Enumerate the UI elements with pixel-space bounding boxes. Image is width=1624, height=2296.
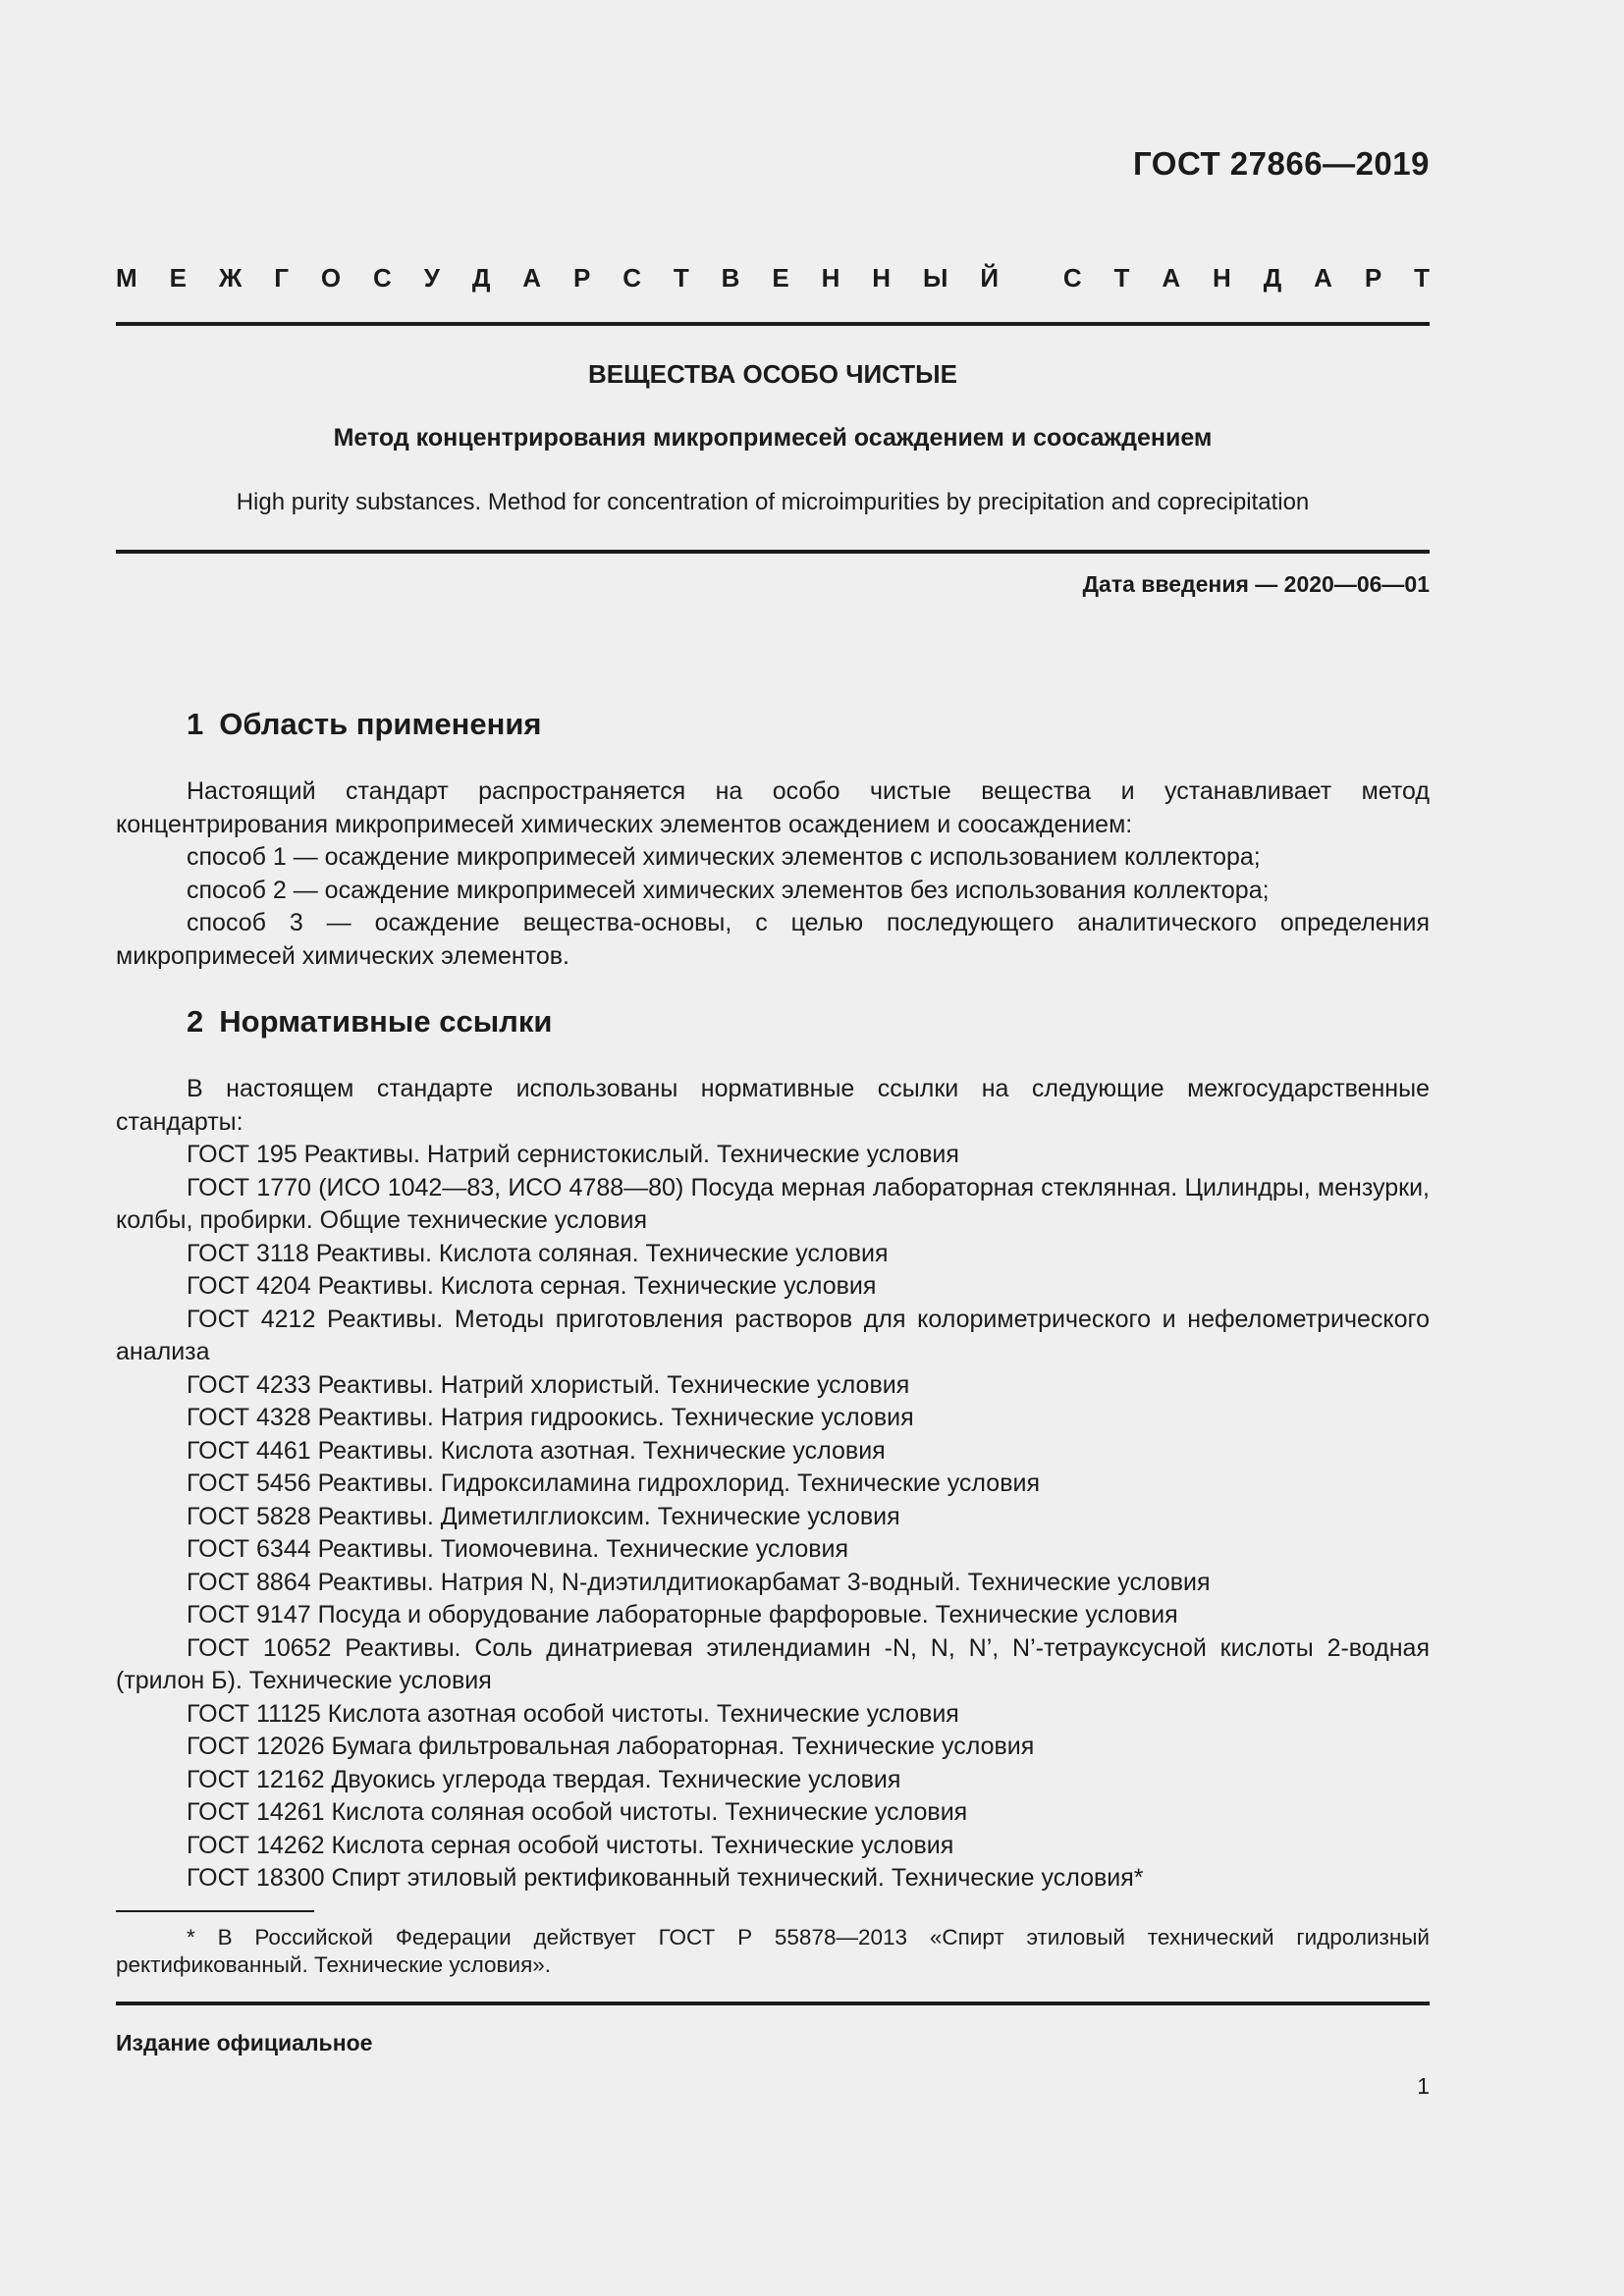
reference-item: ГОСТ 8864 Реактивы. Натрия N, N-диэтилдитиокарбамат 3-водный. Технические условия: [187, 1568, 1211, 1596]
section-2-heading: [187, 1000, 1430, 1043]
document-body: [116, 703, 1430, 1896]
interstate-letter: Ж: [218, 263, 243, 293]
reference-item: ГОСТ 10652 Реактивы. Соль динатриевая этилендиамин -N, N, N’, N’-тетрауксусной кислоты 2-водная (трилон Б). Технические условия: [116, 1633, 1430, 1694]
footer-divider: [116, 2002, 1430, 2005]
reference-item: ГОСТ 4328 Реактивы. Натрия гидроокись. Технические условия: [187, 1404, 914, 1431]
reference-item: ГОСТ 4204 Реактивы. Кислота серная. Технические условия: [187, 1272, 877, 1300]
reference-item: ГОСТ 12162 Двуокись углерода твердая. Технические условия: [187, 1765, 901, 1793]
interstate-letter: Н: [872, 263, 892, 293]
interstate-letter: У: [423, 263, 440, 293]
interstate-letter: Т: [673, 263, 689, 293]
reference-item: ГОСТ 6344 Реактивы. Тиомочевина. Технические условия: [187, 1535, 849, 1563]
title-divider: [116, 550, 1430, 554]
introduction-date: Дата введения — 2020—06—01: [1082, 571, 1430, 597]
doc-number: ГОСТ 27866—2019: [1133, 145, 1430, 182]
reference-item: ГОСТ 195 Реактивы. Натрий сернистокислый. Технические условия: [187, 1141, 959, 1168]
reference-item: ГОСТ 3118 Реактивы. Кислота соляная. Технические условия: [187, 1239, 889, 1267]
section-title: Нормативные ссылки: [219, 1004, 553, 1039]
interstate-letter: Т: [1113, 263, 1130, 293]
reference-item: ГОСТ 4233 Реактивы. Натрий хлористый. Технические условия: [187, 1370, 910, 1399]
section-number: 1: [187, 707, 204, 741]
reference-item: ГОСТ 4461 Реактивы. Кислота азотная. Технические условия: [187, 1436, 886, 1465]
heading-divider: [116, 322, 1430, 326]
interstate-standard-heading: [116, 263, 1430, 294]
interstate-letter: Е: [772, 263, 789, 293]
paragraph: способ 1 — осаждение микропримесей химических элементов с использованием коллектора;: [187, 843, 1261, 871]
reference-item: ГОСТ 14261 Кислота соляная особой чистоты. Технические условия: [187, 1798, 968, 1826]
interstate-letter: Е: [169, 263, 187, 293]
interstate-letter: С: [373, 263, 392, 293]
reference-item: ГОСТ 5456 Реактивы. Гидроксиламина гидрохлорид. Технические условия: [187, 1469, 1040, 1497]
paragraph: способ 3 — осаждение вещества-основы, с целью последующего аналитического определения микропримесей химических элементов.: [116, 909, 1430, 970]
interstate-letter: С: [1062, 263, 1082, 293]
interstate-letter: Ы: [922, 263, 948, 293]
section-1-heading: [187, 703, 1430, 746]
document-title-english: High purity substances. Method for concentration of microimpurities by precipitation and coprecipitation: [236, 489, 1310, 515]
document-subtitle: Метод концентрирования микропримесей осаждением и соосаждением: [333, 424, 1213, 452]
reference-item: ГОСТ 12026 Бумага фильтровальная лабораторная. Технические условия: [187, 1733, 1035, 1760]
document-title: ВЕЩЕСТВА ОСОБО ЧИСТЫЕ: [588, 359, 957, 389]
interstate-letter: Т: [1414, 263, 1430, 293]
interstate-letter: Н: [1213, 263, 1231, 293]
interstate-letter: О: [320, 263, 342, 293]
page-number: 1: [1417, 2073, 1430, 2099]
interstate-letter: В: [721, 263, 740, 293]
interstate-letter: Г: [274, 263, 289, 293]
section-title: Область применения: [219, 707, 542, 741]
reference-item: ГОСТ 11125 Кислота азотная особой чистоты. Технические условия: [187, 1699, 959, 1728]
interstate-letter: А: [1162, 263, 1181, 293]
interstate-letter: Р: [572, 263, 591, 293]
reference-item: ГОСТ 4212 Реактивы. Методы приготовления растворов для колориметрического и нефелометрического анализа: [116, 1305, 1430, 1365]
section-number: 2: [187, 1004, 204, 1039]
reference-item: ГОСТ 18300 Спирт этиловый ректификованный технический. Технические условия*: [187, 1864, 1144, 1892]
reference-item: ГОСТ 1770 (ИСО 1042—83, ИСО 4788—80) Посуда мерная лабораторная стеклянная. Цилиндры, мензурки, колбы, пробирки. Общие технические условия: [116, 1173, 1430, 1234]
interstate-letter: С: [623, 263, 641, 293]
interstate-letter: Н: [821, 263, 840, 293]
footnote: * В Российской Федерации действует ГОСТ Р 55878—2013 «Спирт этиловый технический гидролизный ректификованный. Технические условия».: [116, 1925, 1430, 1977]
interstate-letter: Д: [471, 263, 491, 293]
interstate-letter: Д: [1263, 263, 1282, 293]
reference-item: ГОСТ 14262 Кислота серная особой чистоты. Технические условия: [187, 1831, 954, 1859]
interstate-letter: А: [522, 263, 542, 293]
paragraph: В настоящем стандарте использованы нормативные ссылки на следующие межгосударственные стандарты:: [116, 1075, 1430, 1136]
reference-item: ГОСТ 9147 Посуда и оборудование лабораторные фарфоровые. Технические условия: [187, 1601, 1178, 1629]
interstate-letter: А: [1314, 263, 1332, 293]
interstate-letter: Р: [1364, 263, 1382, 293]
paragraph: способ 2 — осаждение микропримесей химических элементов без использования коллектора;: [187, 876, 1270, 904]
paragraph: Настоящий стандарт распространяется на особо чистые вещества и устанавливает метод концентрирования микропримесей химических элементов осаждением и соосаждением:: [116, 777, 1430, 838]
edition-label: Издание официальное: [116, 2030, 373, 2056]
footnote-divider: [116, 1910, 314, 1912]
reference-item: ГОСТ 5828 Реактивы. Диметилглиоксим. Технические условия: [187, 1502, 900, 1530]
interstate-letter: М: [116, 263, 137, 293]
interstate-letter: Й: [980, 263, 1000, 293]
